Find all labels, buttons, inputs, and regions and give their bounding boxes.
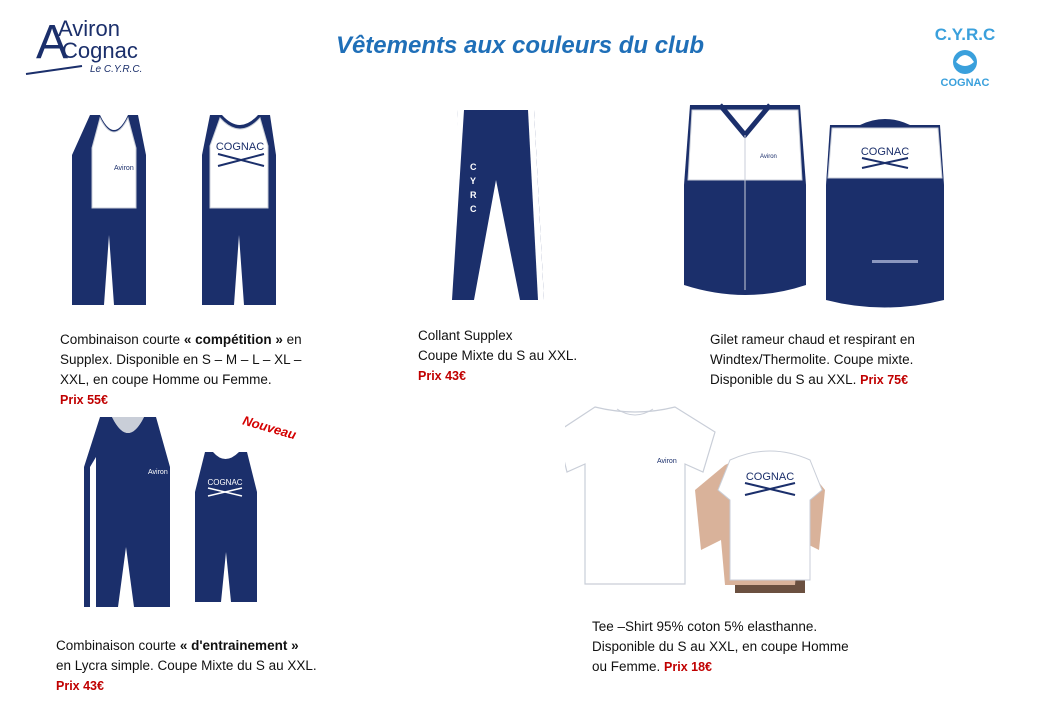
svg-text:COGNAC: COGNAC bbox=[215, 141, 265, 153]
teeshirt-line3: ou Femme. bbox=[592, 659, 665, 674]
vest-icon bbox=[680, 100, 950, 315]
svg-text:C: C bbox=[470, 162, 477, 172]
svg-text:Cognac: Cognac bbox=[62, 38, 138, 63]
gilet-image bbox=[680, 100, 950, 315]
combi-entrainement-price: Prix 43€ bbox=[56, 679, 104, 693]
unisuit-competition-icon bbox=[70, 110, 300, 315]
combi-competition-suffix: en bbox=[282, 332, 302, 347]
combi-competition-description bbox=[60, 330, 350, 410]
combi-competition-line2: Supplex. Disponible en S – M – L – XL – bbox=[60, 352, 302, 367]
tshirt-icon bbox=[565, 405, 835, 595]
svg-text:Y: Y bbox=[470, 176, 477, 186]
svg-text:C: C bbox=[470, 204, 477, 214]
logo-right bbox=[920, 22, 1010, 92]
svg-text:C.Y.R.C: C.Y.R.C bbox=[934, 25, 996, 44]
svg-text:Le C.Y.R.C.: Le C.Y.R.C. bbox=[90, 64, 143, 75]
svg-text:Aviron: Aviron bbox=[657, 458, 677, 465]
svg-text:Aviron: Aviron bbox=[760, 154, 777, 160]
page-title: Vêtements aux couleurs du club bbox=[335, 32, 705, 59]
collant-image bbox=[440, 108, 550, 313]
teeshirt-description bbox=[592, 617, 882, 677]
teeshirt-price: Prix 18€ bbox=[664, 660, 712, 674]
svg-text:Aviron: Aviron bbox=[114, 165, 134, 172]
combi-entrainement-line2: en Lycra simple. Coupe Mixte du S au XXL. bbox=[56, 658, 317, 673]
unisuit-training-icon bbox=[80, 412, 280, 612]
svg-text:R: R bbox=[470, 190, 477, 200]
svg-text:Aviron: Aviron bbox=[58, 16, 120, 41]
combi-entrainement-description bbox=[56, 636, 356, 696]
gilet-price: Prix 75€ bbox=[860, 373, 909, 387]
combi-entrainement-text: Combinaison courte bbox=[56, 638, 180, 653]
gilet-line2: Windtex/Thermolite. Coupe mixte. bbox=[710, 352, 914, 367]
svg-text:Aviron: Aviron bbox=[148, 469, 168, 476]
combi-competition-line3: XXL, en coupe Homme ou Femme. bbox=[60, 372, 272, 387]
gilet-line3: Disponible du S au XXL. bbox=[710, 372, 861, 387]
combi-entrainement-bold: « d'entrainement » bbox=[179, 638, 299, 653]
collant-price: Prix 43€ bbox=[418, 369, 466, 383]
svg-text:A: A bbox=[36, 16, 69, 69]
svg-text:COGNAC: COGNAC bbox=[207, 478, 243, 487]
combi-competition-bold: « compétition » bbox=[183, 332, 283, 347]
teeshirt-line1: Tee –Shirt 95% coton 5% elasthanne. bbox=[592, 619, 818, 634]
combi-competition-text: Combinaison courte bbox=[60, 332, 184, 347]
teeshirt-line2: Disponible du S au XXL, en coupe Homme bbox=[592, 639, 849, 654]
gilet-line1: Gilet rameur chaud et respirant en bbox=[710, 332, 915, 347]
gilet-description bbox=[710, 330, 970, 390]
combi-competition-image bbox=[70, 110, 300, 315]
cyrc-cognac-logo bbox=[920, 22, 1010, 92]
svg-text:COGNAC: COGNAC bbox=[745, 471, 795, 483]
svg-text:COGNAC: COGNAC bbox=[940, 77, 990, 89]
tights-icon bbox=[440, 108, 550, 313]
collant-line2: Coupe Mixte du S au XXL. bbox=[418, 348, 578, 363]
collant-line1: Collant Supplex bbox=[418, 328, 513, 343]
combi-competition-price: Prix 55€ bbox=[60, 393, 108, 407]
nouveau-badge: Nouveau bbox=[240, 412, 298, 443]
svg-text:COGNAC: COGNAC bbox=[860, 146, 910, 158]
collant-description bbox=[418, 326, 638, 386]
teeshirt-image bbox=[565, 405, 835, 595]
combi-entrainement-image bbox=[80, 412, 280, 612]
